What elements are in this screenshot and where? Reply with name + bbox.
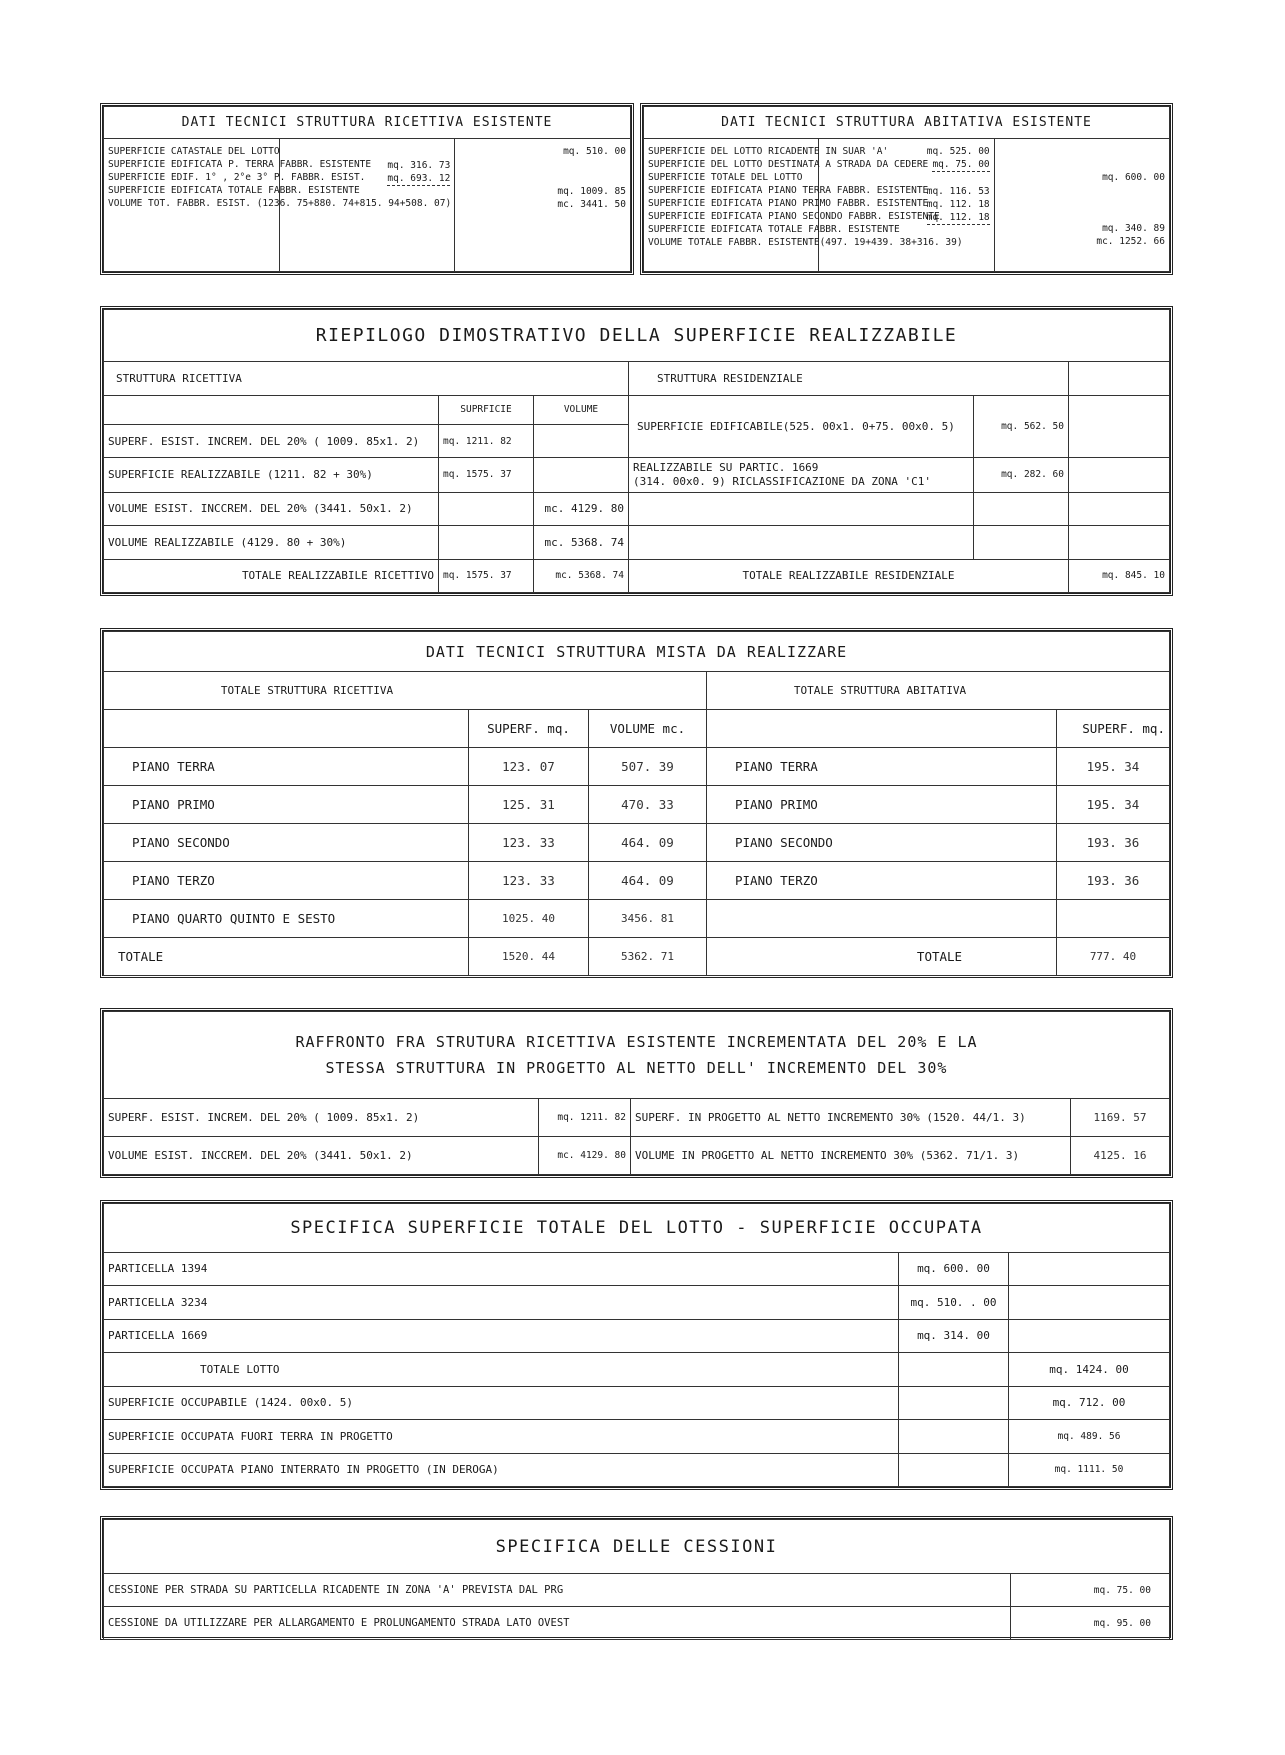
comparison-right-value: 4125. 16 (1071, 1136, 1170, 1174)
receptive-total-label: TOTALE REALIZZABILE RICETTIVO (104, 559, 439, 592)
comparison-title (104, 1012, 1170, 1099)
summary-title: RIEPILOGO DIMOSTRATIVO DELLA SUPERFICIE REALIZZABILE (104, 310, 1170, 362)
value: mq. 116. 53 (926, 186, 990, 197)
text-line: SUPERFICIE CATASTALE DEL LOTTO (108, 146, 280, 157)
lot-row-mid (899, 1453, 1009, 1487)
lot-row-mid (899, 1353, 1009, 1386)
floor-vol: 464. 09 (589, 862, 707, 900)
comparison-right-label: SUPERF. IN PROGETTO AL NETTO INCREMENTO 30% (1520. 44/1. 3) (631, 1098, 1071, 1136)
floor-label-right (707, 900, 1057, 938)
existing-structures-panel-left (100, 103, 634, 275)
floor-sup-right (1057, 900, 1170, 938)
comparison-left-label: VOLUME ESIST. INCCREM. DEL 20% (3441. 50x1. 2) (104, 1136, 539, 1174)
receptive-row-label: SUPERF. ESIST. INCREM. DEL 20% ( 1009. 85x1. 2) (104, 424, 439, 457)
lot-row-label: PARTICELLA 3234 (104, 1286, 899, 1319)
comparison-left-label: SUPERF. ESIST. INCREM. DEL 20% ( 1009. 85x1. 2) (104, 1098, 539, 1136)
text-line: SUPERFICIE EDIFICATA TOTALE FABBR. ESISTENTE (108, 185, 360, 196)
mixed-total-vol: 5362. 71 (589, 938, 707, 976)
receptive-row-vol (534, 458, 629, 492)
res-row-value: mq. 562. 50 (974, 395, 1069, 458)
res-row-value: mq. 282. 60 (974, 458, 1069, 492)
receptive-row-vol: mc. 5368. 74 (534, 526, 629, 559)
lot-row-right: mq. 489. 56 (1009, 1420, 1170, 1453)
lot-row-mid (899, 1386, 1009, 1419)
text-line: VOLUME TOT. FABBR. ESIST. (1236. 75+880. 74+815. 94+508. 07) (108, 198, 452, 209)
receptive-header: STRUTTURA RICETTIVA (104, 362, 629, 395)
receptive-row-sup (439, 492, 534, 525)
mixed-structure-panel (100, 628, 1173, 978)
floor-sup: 123. 33 (469, 824, 589, 862)
existing-residential-right-values (994, 139, 1169, 272)
lot-row-mid: mq. 510. . 00 (899, 1286, 1009, 1319)
receptive-row-label: VOLUME ESIST. INCCREM. DEL 20% (3441. 50x1. 2) (104, 492, 439, 525)
mixed-total-label: TOTALE (104, 938, 469, 976)
mixed-total-sup: 1520. 44 (469, 938, 589, 976)
residential-total-value: mq. 845. 10 (1069, 559, 1170, 592)
text-line: (314. 00x0. 9) RICLASSIFICAZIONE DA ZONA 'C1' (633, 474, 932, 488)
col-vol: VOLUME mc. (589, 710, 707, 748)
cessions-panel (100, 1516, 1173, 1640)
lot-row-right (1009, 1286, 1170, 1319)
lot-row-right: mq. 1424. 00 (1009, 1353, 1170, 1386)
value: mq. 693. 12 (387, 173, 451, 184)
text-line: SUPERFICIE TOTALE DEL LOTTO (648, 172, 803, 183)
comparison-left-value: mc. 4129. 80 (539, 1136, 631, 1174)
text-line: SUPERFICIE DEL LOTTO DESTINATA A STRADA DA CEDERE (648, 159, 929, 170)
comparison-right-value: 1169. 57 (1071, 1098, 1170, 1136)
value: mq. 600. 00 (1102, 172, 1165, 183)
floor-vol: 470. 33 (589, 786, 707, 824)
floor-sup-right: 195. 34 (1057, 786, 1170, 824)
lot-row-label: PARTICELLA 1669 (104, 1319, 899, 1352)
cession-label: CESSIONE PER STRADA SU PARTICELLA RICADENTE IN ZONA 'A' PREVISTA DAL PRG (104, 1574, 1011, 1607)
mixed-rtotal-sup: 777. 40 (1057, 938, 1170, 976)
lot-row-label: PARTICELLA 1394 (104, 1252, 899, 1285)
receptive-row-sup: mq. 1211. 82 (439, 424, 534, 457)
floor-sup: 123. 07 (469, 748, 589, 786)
floor-label-right: PIANO PRIMO (707, 786, 1057, 824)
lot-row-mid (899, 1420, 1009, 1453)
text-line: SUPERFICIE EDIFICATA PIANO PRIMO FABBR. ESISTENTE (648, 198, 929, 209)
floor-label: PIANO PRIMO (104, 786, 469, 824)
lot-row-right (1009, 1252, 1170, 1285)
receptive-row-vol (534, 424, 629, 457)
comparison-panel (100, 1008, 1173, 1178)
value: mq. 75. 00 (932, 159, 990, 170)
lot-row-right: mq. 1111. 50 (1009, 1453, 1170, 1487)
existing-receptive-right-values (455, 139, 631, 272)
title-line: STESSA STRUTTURA IN PROGETTO AL NETTO DELL' INCREMENTO DEL 30% (325, 1058, 948, 1077)
receptive-total-sup: mq. 1575. 37 (439, 559, 534, 592)
floor-label: PIANO TERZO (104, 862, 469, 900)
mixed-residential-header: TOTALE STRUTTURA ABITATIVA (707, 672, 1170, 710)
lot-title: SPECIFICA SUPERFICIE TOTALE DEL LOTTO - SUPERFICIE OCCUPATA (104, 1204, 1170, 1253)
cessions-title: SPECIFICA DELLE CESSIONI (104, 1520, 1170, 1574)
comparison-right-label: VOLUME IN PROGETTO AL NETTO INCREMENTO 30% (5362. 71/1. 3) (631, 1136, 1071, 1174)
res-row-label (629, 458, 974, 492)
floor-label-right: PIANO TERRA (707, 748, 1057, 786)
floor-sup: 125. 31 (469, 786, 589, 824)
floor-vol: 3456. 81 (589, 900, 707, 938)
receptive-row-sup (439, 526, 534, 559)
lot-row-mid: mq. 314. 00 (899, 1319, 1009, 1352)
lot-row-label: SUPERFICIE OCCUPATA FUORI TERRA IN PROGETTO (104, 1420, 899, 1453)
col-sup: SUPERF. mq. (469, 710, 589, 748)
residential-header: STRUTTURA RESIDENZIALE (629, 362, 1069, 395)
lot-row-label: SUPERFICIE OCCUPATA PIANO INTERRATO IN PROGETTO (IN DEROGA) (104, 1453, 899, 1487)
res-row-label: SUPERFICIE EDIFICABILE(525. 00x1. 0+75. 00x0. 5) (629, 395, 974, 458)
value: mq. 112. 18 (926, 212, 990, 223)
value: mc. 3441. 50 (557, 199, 626, 210)
col-superficie: SUPRFICIE (439, 395, 534, 424)
col-volume: VOLUME (534, 395, 629, 424)
floor-sup-right: 195. 34 (1057, 748, 1170, 786)
lot-row-label: TOTALE LOTTO (104, 1353, 899, 1386)
floor-sup-right: 193. 36 (1057, 824, 1170, 862)
summary-realizable-surface (100, 306, 1173, 596)
residential-total-label: TOTALE REALIZZABILE RESIDENZIALE (629, 559, 1069, 592)
title-line: RAFFRONTO FRA STRUTURA RICETTIVA ESISTENTE INCREMENTATA DEL 20% E LA (295, 1032, 978, 1051)
mixed-receptive-header: TOTALE STRUTTURA RICETTIVA (104, 672, 707, 710)
text-line: SUPERFICIE EDIFICATA TOTALE FABBR. ESISTENTE (648, 224, 900, 235)
lot-surface-panel (100, 1200, 1173, 1490)
floor-sup-right: 193. 36 (1057, 862, 1170, 900)
receptive-row-label: VOLUME REALIZZABILE (4129. 80 + 30%) (104, 526, 439, 559)
floor-sup: 123. 33 (469, 862, 589, 900)
value: mq. 340. 89 (1102, 223, 1165, 234)
receptive-row-vol: mc. 4129. 80 (534, 492, 629, 525)
floor-label: PIANO SECONDO (104, 824, 469, 862)
floor-label-right: PIANO TERZO (707, 862, 1057, 900)
lot-row-right (1009, 1319, 1170, 1352)
cession-value: mq. 75. 00 (1011, 1574, 1170, 1607)
existing-structures-panel-right (640, 103, 1173, 275)
receptive-total-vol: mc. 5368. 74 (534, 559, 629, 592)
col-sup-right: SUPERF. mq. (1057, 710, 1170, 748)
floor-vol: 464. 09 (589, 824, 707, 862)
existing-residential-title: DATI TECNICI STRUTTURA ABITATIVA ESISTENTE (644, 107, 1170, 139)
value: mq. 525. 00 (926, 146, 990, 157)
value: mq. 112. 18 (926, 199, 990, 210)
text-line: SUPERFICIE EDIFICATA PIANO TERRA FABBR. ESISTENTE (648, 185, 929, 196)
text-line: REALIZZABILE SU PARTIC. 1669 (633, 460, 819, 474)
existing-receptive-title: DATI TECNICI STRUTTURA RICETTIVA ESISTENTE (104, 107, 631, 139)
floor-sup: 1025. 40 (469, 900, 589, 938)
comparison-left-value: mq. 1211. 82 (539, 1098, 631, 1136)
text-line: SUPERFICIE DEL LOTTO RICADENTE IN SUAR 'A' (648, 146, 889, 157)
text-line: SUPERFICIE EDIF. 1° , 2°e 3° P. FABBR. ESIST. (108, 172, 366, 183)
cession-label: CESSIONE DA UTILIZZARE PER ALLARGAMENTO E PROLUNGAMENTO STRADA LATO OVEST (104, 1607, 1011, 1640)
lot-row-label: SUPERFICIE OCCUPABILE (1424. 00x0. 5) (104, 1386, 899, 1419)
text-line: VOLUME TOTALE FABBR. ESISTENTE(497. 19+439. 38+316. 39) (648, 237, 963, 248)
floor-label-right: PIANO SECONDO (707, 824, 1057, 862)
mixed-title: DATI TECNICI STRUTTURA MISTA DA REALIZZARE (104, 632, 1170, 672)
lot-row-right: mq. 712. 00 (1009, 1386, 1170, 1419)
floor-label: PIANO QUARTO QUINTO E SESTO (104, 900, 469, 938)
lot-row-mid: mq. 600. 00 (899, 1252, 1009, 1285)
floor-vol: 507. 39 (589, 748, 707, 786)
value: mc. 1252. 66 (1096, 236, 1165, 247)
value: mq. 510. 00 (563, 146, 626, 157)
receptive-row-label: SUPERFICIE REALIZZABILE (1211. 82 + 30%) (104, 458, 439, 492)
cession-value: mq. 95. 00 (1011, 1607, 1170, 1640)
floor-label: PIANO TERRA (104, 748, 469, 786)
receptive-row-sup: mq. 1575. 37 (439, 458, 534, 492)
text-line: SUPERFICIE EDIFICATA PIANO SECONDO FABBR. ESISTENTE (648, 211, 940, 222)
text-line: SUPERFICIE EDIFICATA P. TERRA FABBR. ESISTENTE (108, 159, 372, 170)
value: mq. 1009. 85 (557, 186, 626, 197)
value: mq. 316. 73 (387, 160, 451, 171)
mixed-rtotal-label: TOTALE (707, 938, 1057, 976)
